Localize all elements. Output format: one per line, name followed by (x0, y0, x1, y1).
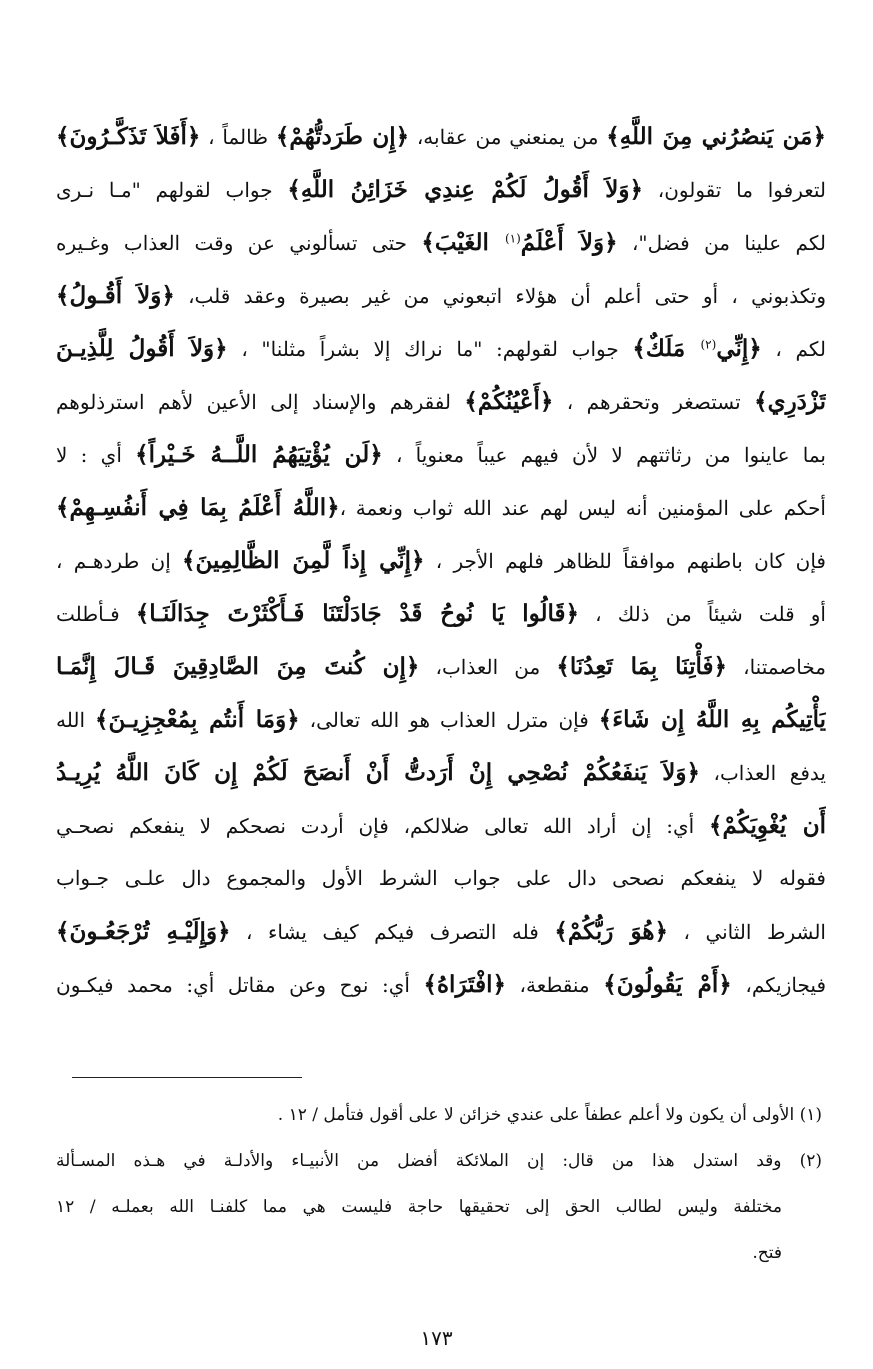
quran-quote: ﴿أَمْ يَقُولُونَ﴾ (603, 971, 732, 998)
commentary-text: منقطعة، (505, 973, 604, 997)
quran-quote: الغَيْبَ﴾ (421, 229, 505, 256)
commentary-text: فله التصرف فيكم كيف يشاء ، (230, 920, 555, 944)
text-line (56, 534, 826, 587)
quran-quote: ﴿وَلاَ أَعْلَمُ (520, 229, 618, 256)
commentary-text: فقوله لا ينفعكم نصحى دال على جواب الشرط الأول والمجموع دال علـى جـواب (56, 866, 826, 890)
main-text-body (56, 110, 826, 1011)
commentary-text: جواب لقولهم: "ما نراك إلا بشراً مثلنا" ، (227, 337, 633, 361)
text-line (56, 481, 826, 534)
quran-quote: ﴿وَمَا أَنتُم بِمُعْجِزِيـنَ﴾ (94, 706, 300, 733)
commentary-text: أي : لا (56, 443, 136, 467)
commentary-text: تستصغر وتحقرهم ، (553, 390, 755, 414)
footnote-line: (١) الأولى أن يكون ولا أعلم عطفاً على عندي خزائن لا على أقول فتأمل / ١٢ . (277, 1105, 822, 1125)
text-line (56, 110, 826, 163)
quran-quote: ﴿إِنِّي إِذاً لَّمِنَ الظَّالِمِينَ﴾ (182, 547, 425, 574)
quran-quote: ﴿اللَّهُ أَعْلَمُ بِمَا فِي أَنفُسِـهِمْ﴾ (56, 494, 340, 521)
quran-quote: ﴿إِن طَرَدتُّهُمْ﴾ (275, 123, 410, 150)
quran-quote: ﴿أَفَلاَ تَذَكَّـرُونَ﴾ (56, 123, 201, 150)
text-line (56, 269, 826, 322)
footnote-separator (72, 1077, 302, 1078)
quran-quote: يَأْتِيكُم بِهِ اللَّهُ إِن شَاءَ﴾ (598, 706, 826, 733)
text-line (56, 640, 826, 693)
quran-quote: ﴿لَن يُؤْتِيَهُمُ اللَّــهُ خَـيْراً﴾ (135, 441, 383, 468)
text-line (56, 375, 826, 428)
commentary-text: لكم علينا من فضل"، (617, 231, 826, 255)
commentary-text: فإن كان باطنهم موافقاً للظاهر فلهم الأجر ، (424, 549, 826, 573)
footnote-marker: (١) (504, 231, 521, 246)
page-number: ١٧٣ (420, 1326, 453, 1350)
text-line (56, 852, 826, 905)
commentary-text: من العذاب، (419, 655, 557, 679)
text-line (56, 905, 826, 958)
commentary-text: فيجازيكم، (731, 973, 826, 997)
quran-quote: ﴿وَلاَ أَقُولُ لِلَّذِيـنَ (56, 335, 228, 362)
text-line (56, 163, 826, 216)
quran-quote: ﴿وَلاَ أَقُـولُ﴾ (56, 282, 175, 309)
text-line (56, 746, 826, 799)
commentary-text: فإن مترل العذاب هو الله تعالى، (299, 708, 599, 732)
commentary-text: يدفع العذاب، (699, 761, 826, 785)
footnote-marker: (٢) (700, 337, 717, 352)
quran-quote: ﴿مَن يَنصُرُني مِنَ اللَّهِ﴾ (606, 123, 826, 150)
commentary-text: حتى تسألوني عن وقت العذاب وغـيره (56, 231, 422, 255)
commentary-text: وتكذبوني ، أو حتى أعلم أن هؤلاء اتبعوني من غير بصيرة وعقد قلب، (174, 284, 826, 308)
text-line (56, 799, 826, 852)
quran-quote: ﴿هُوَ رَبُّكُمْ﴾ (554, 918, 668, 945)
quran-quote: تَزْدَرِي﴾ (754, 388, 826, 415)
text-line (56, 958, 826, 1011)
footnote-line: (٢) وقد استدل هذا من قال: إن الملائكة أفضل من الأنبيـاء والأدلـة في هـذه المسـألة (56, 1151, 822, 1171)
quran-quote: ﴿فَأْتِنَا بِمَا تَعِدُنَا﴾ (556, 653, 727, 680)
text-line (56, 322, 826, 375)
text-line (56, 693, 826, 746)
commentary-text: لكم ، (761, 337, 826, 361)
footnotes (56, 1092, 822, 1276)
commentary-text: أو قلت شيئاً من ذلك ، (579, 602, 826, 626)
quran-quote: ﴿وَإِلَيْـهِ تُرْجَعُـونَ﴾ (56, 918, 231, 945)
commentary-text: إن طردهـم ، (56, 549, 183, 573)
footnote-line: فتح. (752, 1243, 782, 1263)
quran-quote: ﴿إِنِّي (716, 335, 762, 362)
commentary-text: أحكم على المؤمنين أنه ليس لهم عند الله ثواب ونعمة ، (339, 496, 826, 520)
quran-quote: ﴿افْتَرَاهُ﴾ (423, 971, 506, 998)
quran-quote: ﴿وَلاَ أَقُولُ لَكُمْ عِندِي خَزَائِنُ اللَّهِ﴾ (287, 176, 643, 203)
text-line (56, 428, 826, 481)
footnote-line: مختلفة وليس لطالب الحق إلى تحقيقها حاجة فليست هي مما كلفنـا الله بعملـه / ١٢ (56, 1197, 782, 1217)
commentary-text: لتعرفوا ما تقولون، (643, 178, 826, 202)
commentary-text: الله (56, 708, 95, 732)
commentary-text: لفقرهم والإسناد إلى الأعين لأهم استرذلوهم (56, 390, 465, 414)
commentary-text: أي: إن أراد الله تعالى ضلالكم، فإن أردت نصحكم لا ينفعكم نصحـي (56, 814, 710, 838)
quran-quote: ﴿أَعْيُنُكُمْ﴾ (464, 388, 554, 415)
quran-quote: أَن يُغْوِيَكُمْ﴾ (709, 812, 826, 839)
text-line (56, 216, 826, 269)
commentary-text: جواب لقولهم "مـا نـرى (56, 178, 288, 202)
commentary-text: مخاصمتنا، (726, 655, 826, 679)
quran-quote: ﴿إِن كُنتَ مِنَ الصَّادِقِينَ قَـالَ إِنَّمَـا (56, 653, 420, 680)
text-line (56, 587, 826, 640)
commentary-text: الشرط الثاني ، (667, 920, 826, 944)
commentary-text: ظالماً ، (200, 125, 276, 149)
commentary-text: فـأطلت (56, 602, 136, 626)
commentary-text: أي: نوح وعن مقاتل أي: محمد فيكـون (56, 973, 424, 997)
quran-quote: ﴿قَالُوا يَا نُوحُ قَدْ جَادَلْتَنَا فَـأَكْثَرْتَ جِدَالَنَـا﴾ (135, 600, 580, 627)
quran-quote: ﴿وَلاَ يَنفَعُكُمْ نُصْحِي إِنْ أَرَدتُّ أَنْ أَنصَحَ لَكُمْ إِن كَانَ اللَّهُ يُرِيـدُ (56, 759, 700, 786)
commentary-text: من يمنعني من عقابه، (409, 125, 607, 149)
commentary-text: بما عاينوا من رثاثتهم لا لأن فيهم عيباً معنوياً ، (382, 443, 826, 467)
quran-quote: مَلَكٌ﴾ (632, 335, 701, 362)
